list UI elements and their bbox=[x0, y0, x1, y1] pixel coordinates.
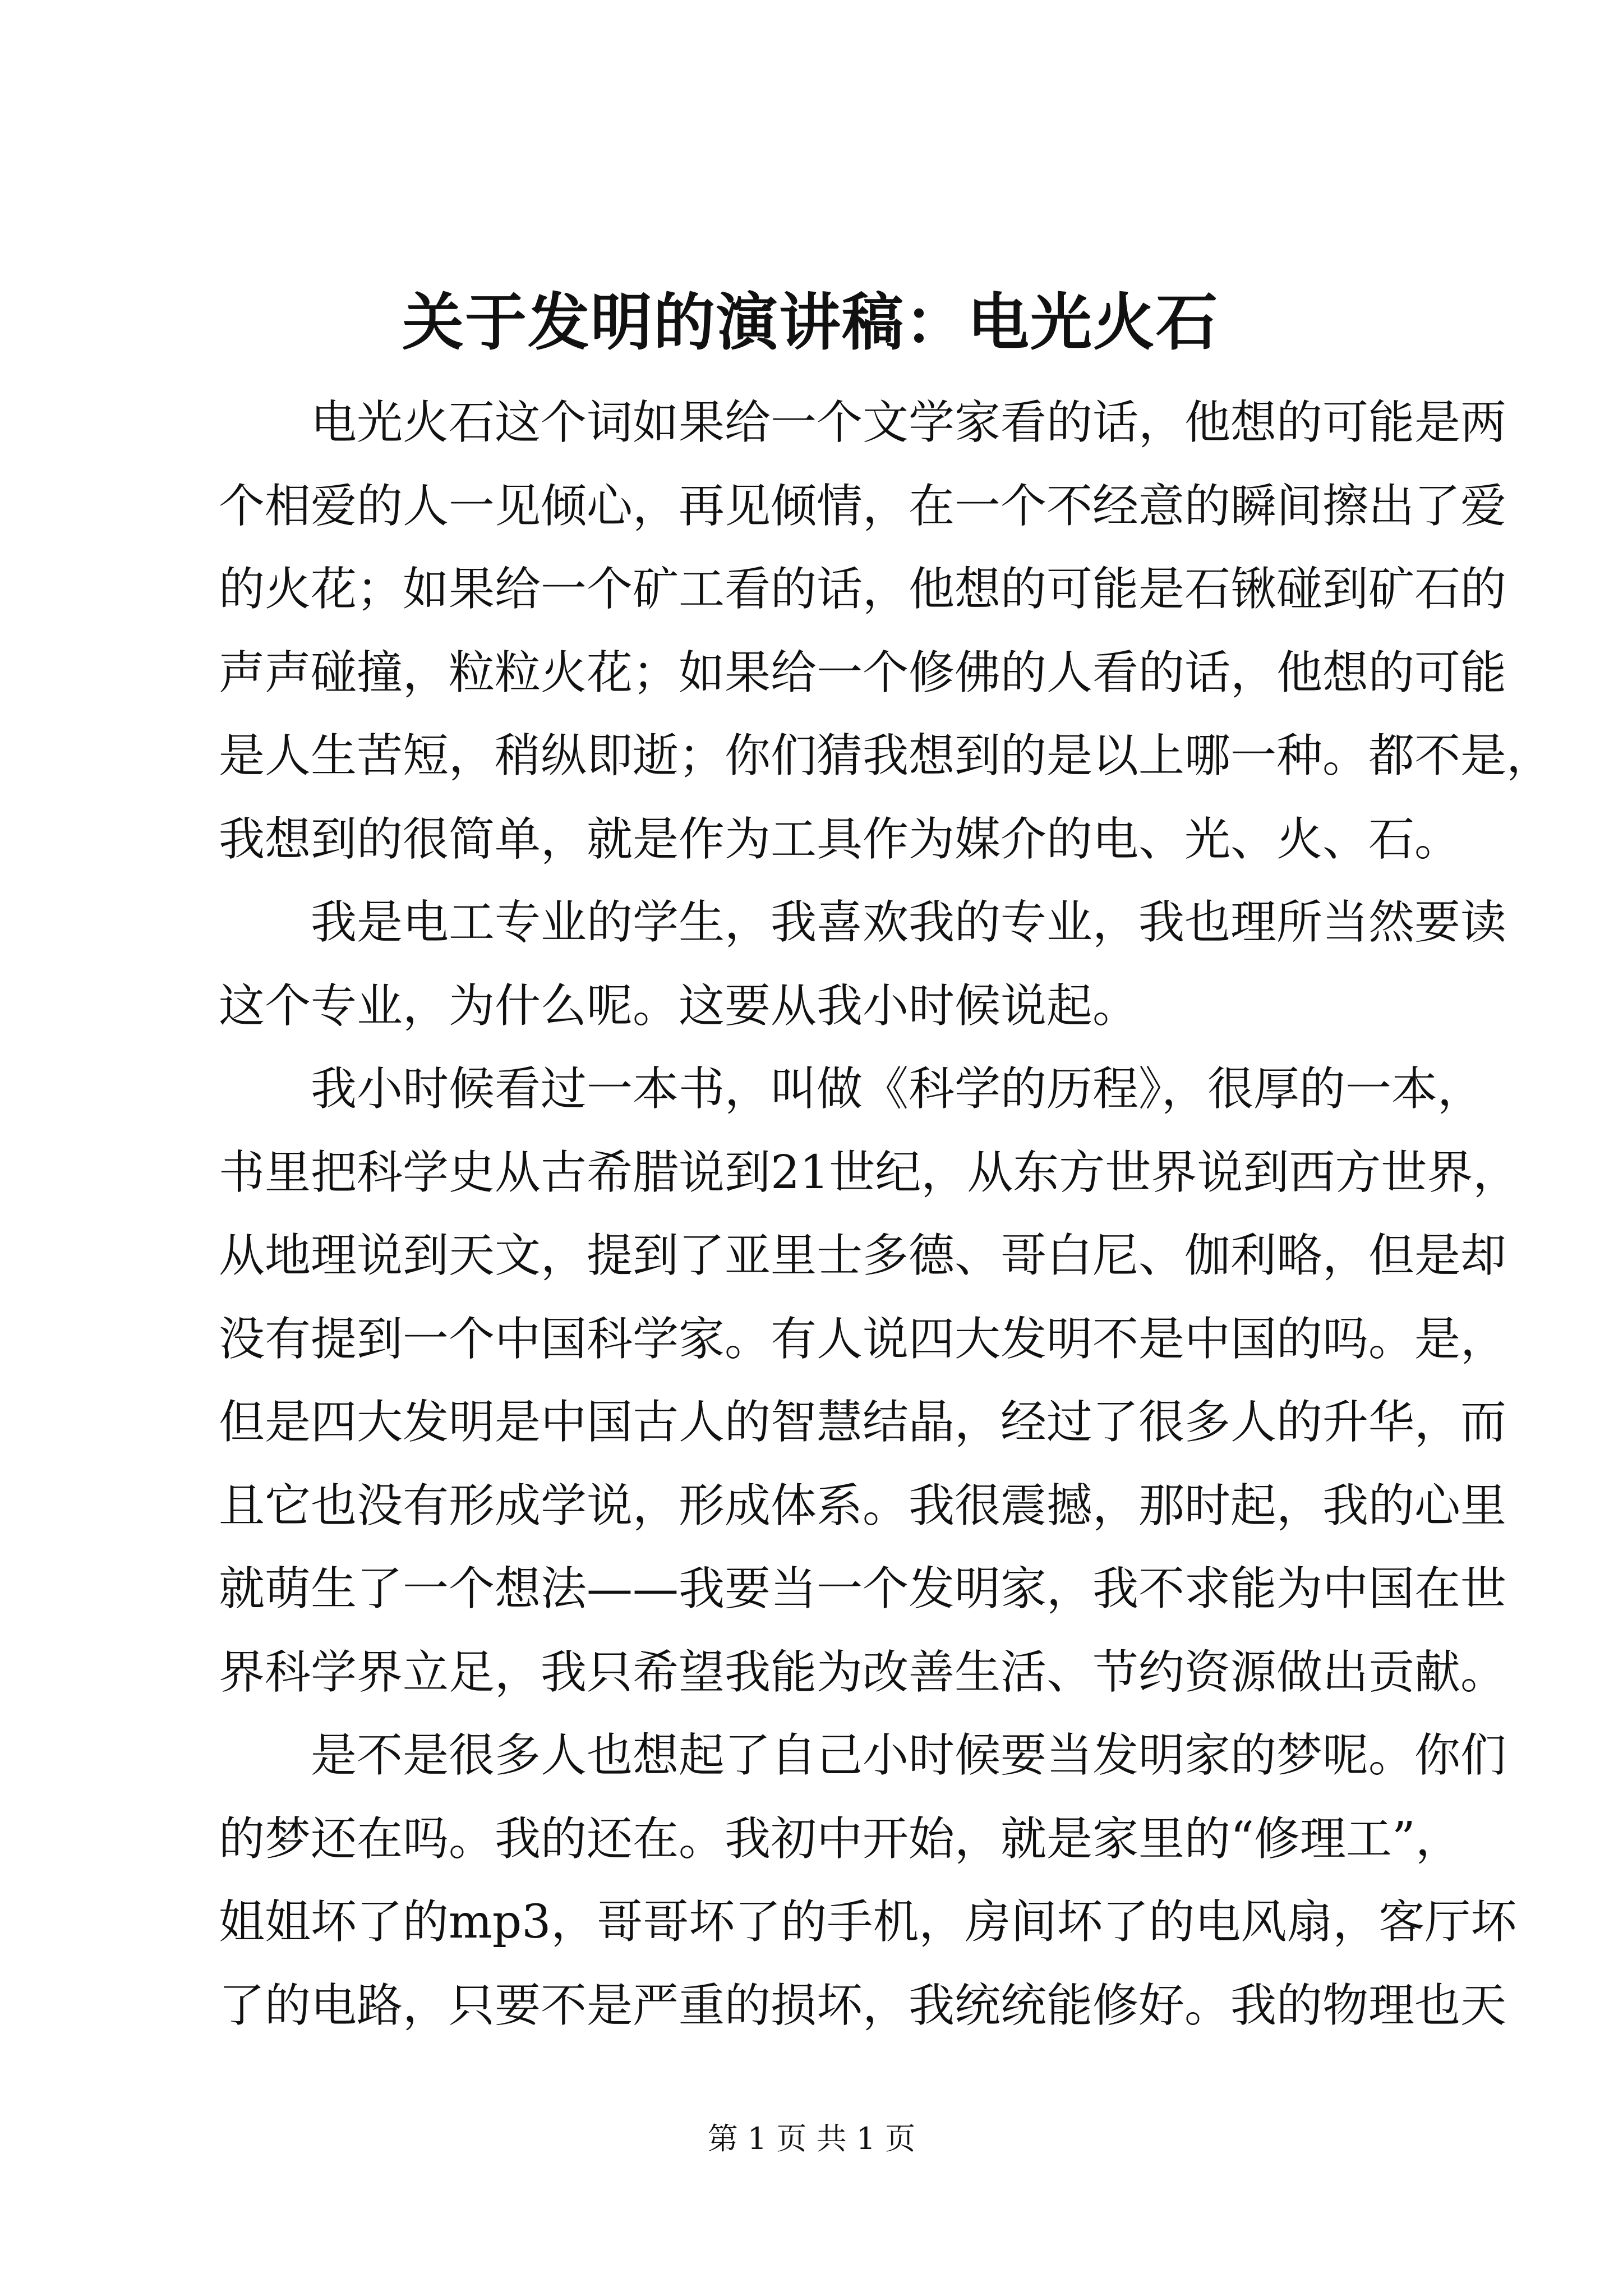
text-line: 我想到的很简单，就是作为工具作为媒介的电、光、火、石。 bbox=[219, 812, 1461, 866]
text-line: 我是电工专业的学生，我喜欢我的专业，我也理所当然要读 bbox=[311, 896, 1507, 949]
text-line: 界科学界立足，我只希望我能为改善生活、节约资源做出贡献。 bbox=[219, 1645, 1507, 1699]
text-line: 书里把科学史从古希腊说到21世纪，从东方世界说到西方世界， bbox=[219, 1145, 1519, 1199]
paragraph-3 bbox=[219, 1048, 1519, 1714]
text-line: 这个专业，为什么呢。这要从我小时候说起。 bbox=[219, 979, 1139, 1033]
text-line: 从地理说到天文，提到了亚里士多德、哥白尼、伽利略，但是却 bbox=[219, 1229, 1507, 1282]
text-line: 声声碰撞，粒粒火花；如果给一个修佛的人看的话，他想的可能 bbox=[219, 646, 1507, 700]
paragraph-1 bbox=[219, 381, 1553, 881]
text-line: 电光火石这个词如果给一个文学家看的话，他想的可能是两 bbox=[311, 396, 1507, 449]
text-line: 姐姐坏了的mp3，哥哥坏了的手机，房间坏了的电风扇，客厅坏 bbox=[219, 1895, 1517, 1949]
document-body bbox=[219, 381, 1553, 2047]
text-line: 了的电路，只要不是严重的损坏，我统统能修好。我的物理也天 bbox=[219, 1978, 1507, 2032]
paragraph-2 bbox=[219, 881, 1507, 1048]
text-line: 是不是很多人也想起了自己小时候要当发明家的梦呢。你们 bbox=[311, 1729, 1507, 1782]
text-line: 是人生苦短，稍纵即逝；你们猜我想到的是以上哪一种。都不是， bbox=[219, 729, 1553, 783]
text-line: 的火花；如果给一个矿工看的话，他想的可能是石锹碰到矿石的 bbox=[219, 563, 1507, 616]
text-line: 没有提到一个中国科学家。有人说四大发明不是中国的吗。是， bbox=[219, 1312, 1507, 1366]
text-line: 我小时候看过一本书，叫做《科学的历程》，很厚的一本， bbox=[311, 1062, 1484, 1116]
text-line: 个相爱的人一见倾心，再见倾情，在一个不经意的瞬间擦出了爱 bbox=[219, 479, 1507, 533]
text-line: 且它也没有形成学说，形成体系。我很震撼，那时起，我的心里 bbox=[219, 1479, 1507, 1533]
text-line: 但是四大发明是中国古人的智慧结晶，经过了很多人的升华，而 bbox=[219, 1396, 1507, 1449]
text-line: 就萌生了一个想法——我要当一个发明家，我不求能为中国在世 bbox=[219, 1562, 1507, 1616]
text-line: 的梦还在吗。我的还在。我初中开始，就是家里的“修理工”， bbox=[219, 1812, 1461, 1866]
paragraph-4 bbox=[219, 1714, 1517, 2047]
page-title: 关于发明的演讲稿：电光火石 bbox=[402, 286, 1219, 358]
page-footer: 第 1 页 共 1 页 bbox=[707, 2121, 916, 2156]
